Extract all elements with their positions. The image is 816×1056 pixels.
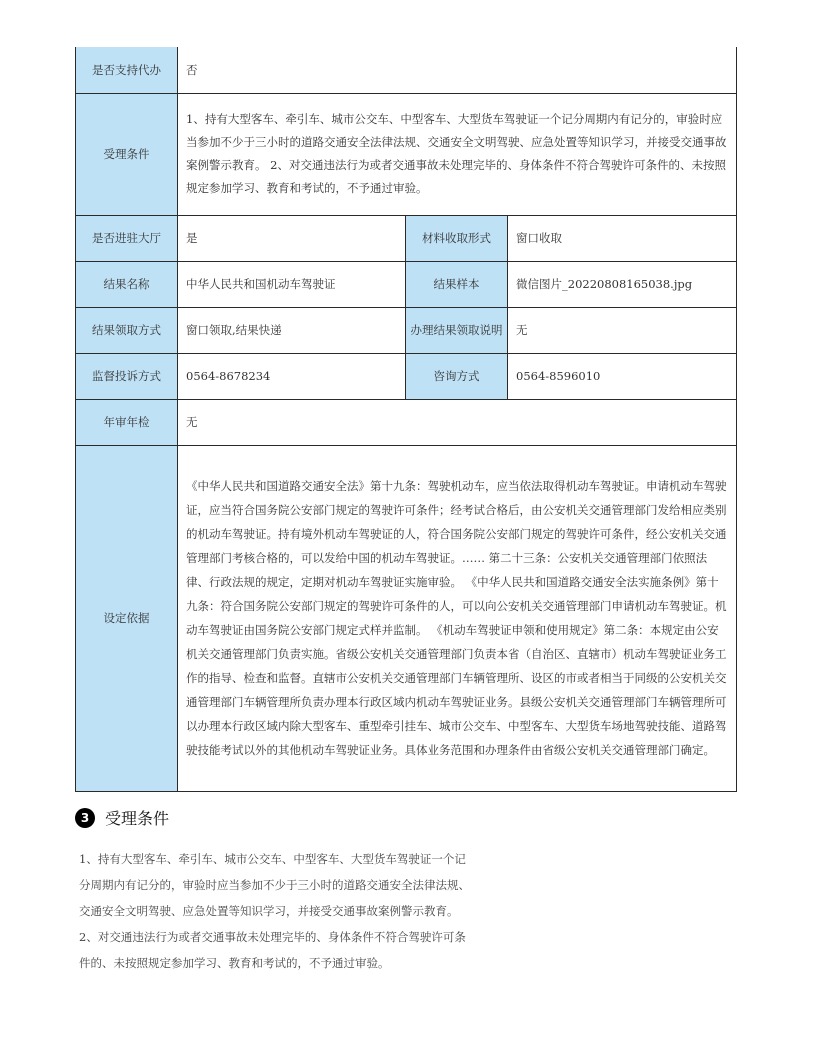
pickup-label: 结果领取方式	[76, 307, 178, 353]
sample-label: 结果样本	[406, 261, 508, 307]
row-complaint	[76, 353, 737, 399]
result-name-label: 结果名称	[76, 261, 178, 307]
pickup-note-label: 办理结果领取说明	[406, 307, 508, 353]
basis-label: 设定依据	[76, 445, 178, 791]
row-agent	[76, 47, 737, 93]
pickup-value: 窗口领取,结果快递	[178, 307, 406, 353]
consult-value: 0564-8596010	[508, 353, 737, 399]
agent-value: 否	[178, 47, 737, 93]
sample-file-link[interactable]: 微信图片_20220808165038.jpg	[508, 261, 737, 307]
conditions-value: 1、持有大型客车、牵引车、城市公交车、中型客车、大型货车驾驶证一个记分周期内有记分的，审验时应当参加不少于三小时的道路交通安全法律法规、交通安全文明驾驶、应急处置等知识学习，并接受交通事故案例警示教育。 2、对交通违法行为或者交通事故未处理完毕的、身体条件不符合驾驶许可条件的、未按照规定参加学习、教育和考试的，不予通过审验。	[178, 93, 737, 215]
hall-value: 是	[178, 215, 406, 261]
result-name-value: 中华人民共和国机动车驾驶证	[178, 261, 406, 307]
agent-label: 是否支持代办	[76, 47, 178, 93]
row-result-name	[76, 261, 737, 307]
row-pickup	[76, 307, 737, 353]
service-info-table	[75, 47, 737, 792]
material-value: 窗口收取	[508, 215, 737, 261]
basis-value: 《中华人民共和国道路交通安全法》第十九条：驾驶机动车，应当依法取得机动车驾驶证。申请机动车驾驶证，应当符合国务院公安部门规定的驾驶许可条件；经考试合格后，由公安机关交通管理部门发给相应类别的机动车驾驶证。持有境外机动车驾驶证的人，符合国务院公安部门规定的驾驶许可条件，经公安机关交通管理部门考核合格的，可以发给中国的机动车驾驶证。…… 第二十三条：公安机关交通管理部门依照法律、行政法规的规定，定期对机动车驾驶证实施审验。 《中华人民共和国道路交通安全法实施条例》第十九条：符合国务院公安部门规定的驾驶许可条件的人，可以向公安机关交通管理部门申请机动车驾驶证。机动车驾驶证由国务院公安部门规定式样并监制。 《机动车驾驶证申领和使用规定》第二条：本规定由公安机关交通管理部门负责实施。省级公安机关交通管理部门负责本省（自治区、直辖市）机动车驾驶证业务工作的指导、检查和监督。直辖市公安机关交通管理部门车辆管理所、设区的市或者相当于同级的公安机关交通管理部门车辆管理所负责办理本行政区域内机动车驾驶证业务。县级公安机关交通管理部门车辆管理所可以办理本行政区域内除大型客车、重型牵引挂车、城市公交车、中型客车、大型货车场地驾驶技能、道路驾驶技能考试以外的其他机动车驾驶证业务。具体业务范围和办理条件由省级公安机关交通管理部门确定。	[178, 445, 737, 791]
section-3-heading	[75, 806, 169, 829]
annual-value: 无	[178, 399, 737, 445]
complaint-value: 0564-8678234	[178, 353, 406, 399]
annual-label: 年审年检	[76, 399, 178, 445]
section-title: 受理条件	[105, 809, 170, 828]
hall-label: 是否进驻大厅	[76, 215, 178, 261]
section-3-body: 1、持有大型客车、牵引车、城市公交车、中型客车、大型货车驾驶证一个记分周期内有记分的，审验时应当参加不少于三小时的道路交通安全法律法规、交通安全文明驾驶、应急处置等知识学习，并接受交通事故案例警示教育。 2、对交通违法行为或者交通事故未处理完毕的、身体条件不符合驾驶许可条件的、未按照规定参加学习、教育和考试的，不予通过审验。	[79, 852, 470, 970]
section-number-badge: 3	[75, 808, 95, 828]
material-label: 材料收取形式	[406, 215, 508, 261]
row-basis	[76, 445, 737, 791]
conditions-label: 受理条件	[76, 93, 178, 215]
row-annual	[76, 399, 737, 445]
pickup-note-value: 无	[508, 307, 737, 353]
row-hall	[76, 215, 737, 261]
row-conditions	[76, 93, 737, 215]
consult-label: 咨询方式	[406, 353, 508, 399]
complaint-label: 监督投诉方式	[76, 353, 178, 399]
